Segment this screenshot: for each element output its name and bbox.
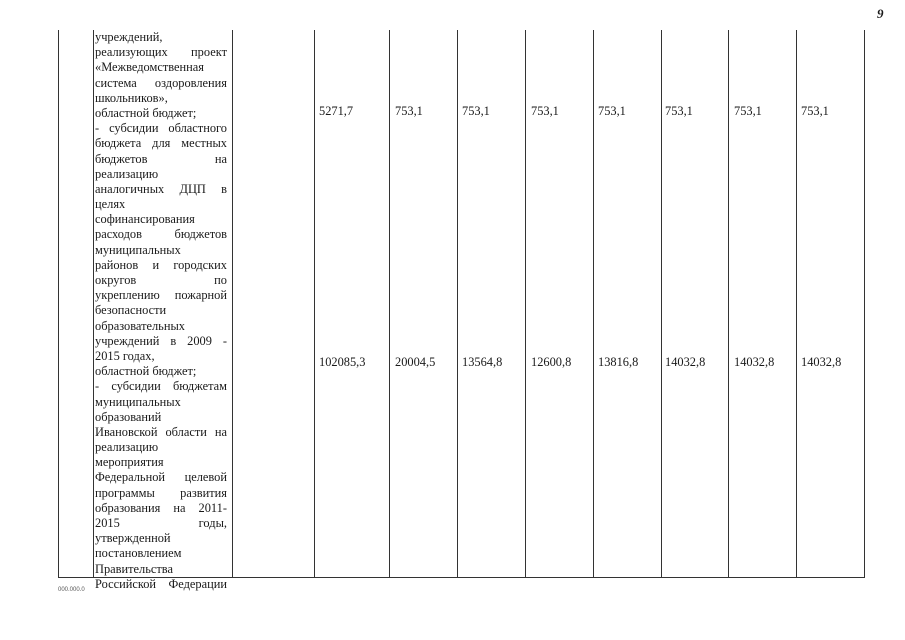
value-cell: 753,1: [395, 104, 423, 118]
value-cell: 14032,8: [801, 355, 842, 369]
col-border: [661, 30, 662, 578]
description-line: целях: [95, 197, 126, 212]
value-cell: 13816,8: [598, 355, 639, 369]
description-line: 2015 годах,: [95, 348, 155, 363]
col-border: [525, 30, 526, 578]
description-line: Правительства: [95, 561, 173, 576]
measure-description: [95, 30, 227, 591]
value-cell: 753,1: [734, 104, 762, 118]
value-cell: 102085,3: [319, 355, 366, 369]
description-line: районов и городских: [95, 257, 227, 272]
description-line: областной бюджет;: [95, 105, 197, 120]
description-line: учреждений в 2009 -: [95, 333, 227, 348]
footer-code: 000.000.0: [58, 587, 85, 593]
description-line: школьников»,: [95, 90, 168, 105]
value-cell: 753,1: [462, 104, 490, 118]
description-line: укреплению пожарной: [95, 288, 227, 303]
value-cell: 753,1: [801, 104, 829, 118]
value-cell: 14032,8: [734, 355, 775, 369]
col-border: [389, 30, 390, 578]
value-cell: 13564,8: [462, 355, 503, 369]
value-cell: 12600,8: [531, 355, 572, 369]
col-border: [457, 30, 458, 578]
description-line: муниципальных: [95, 394, 181, 409]
col-border: [728, 30, 729, 578]
description-line: областной бюджет;: [95, 364, 197, 379]
value-cell: 753,1: [665, 104, 693, 118]
col-border: [314, 30, 315, 578]
description-line: мероприятия: [95, 455, 164, 470]
description-line: 2015 годы,: [95, 516, 227, 530]
col-border: [232, 30, 233, 578]
description-line: реализацию: [95, 440, 159, 455]
col-border: [864, 30, 865, 578]
description-line: бюджетов на: [95, 151, 227, 166]
description-line: округов по: [95, 273, 227, 287]
description-line: учреждений,: [95, 30, 163, 44]
description-line: «Межведомственная: [95, 60, 204, 75]
description-line: образования на 2011-: [95, 500, 227, 515]
description-line: аналогичных ДЦП в: [95, 181, 227, 196]
description-line: образований: [95, 409, 162, 424]
value-cell: 20004,5: [395, 355, 436, 369]
description-line: муниципальных: [95, 242, 181, 257]
description-line: программы развития: [95, 485, 227, 500]
description-line: Российской Федерации: [95, 576, 227, 591]
description-line: Федеральной целевой: [95, 470, 227, 485]
description-line: расходов бюджетов: [95, 227, 227, 242]
description-line: безопасности: [95, 303, 167, 318]
page-number: 9: [877, 6, 884, 21]
col-border: [593, 30, 594, 578]
description-line: постановлением: [95, 546, 182, 561]
description-line: образовательных: [95, 318, 185, 333]
col-border: [796, 30, 797, 578]
description-line: система оздоровления: [95, 75, 227, 90]
description-line: софинансирования: [95, 212, 195, 227]
value-cell: 14032,8: [665, 355, 706, 369]
description-line: бюджета для местных: [95, 136, 227, 151]
description-line: - субсидии бюджетам: [95, 379, 227, 394]
description-line: - субсидии областного: [95, 121, 227, 136]
col-border: [58, 30, 59, 578]
value-cell: 753,1: [598, 104, 626, 118]
value-cell: 753,1: [531, 104, 559, 118]
description-line: Ивановской области на: [95, 424, 227, 439]
col-border: [93, 30, 94, 578]
description-line: утвержденной: [95, 531, 171, 546]
value-cell: 5271,7: [319, 104, 354, 118]
description-line: реализующих проект: [95, 45, 227, 60]
description-line: реализацию: [95, 166, 159, 181]
